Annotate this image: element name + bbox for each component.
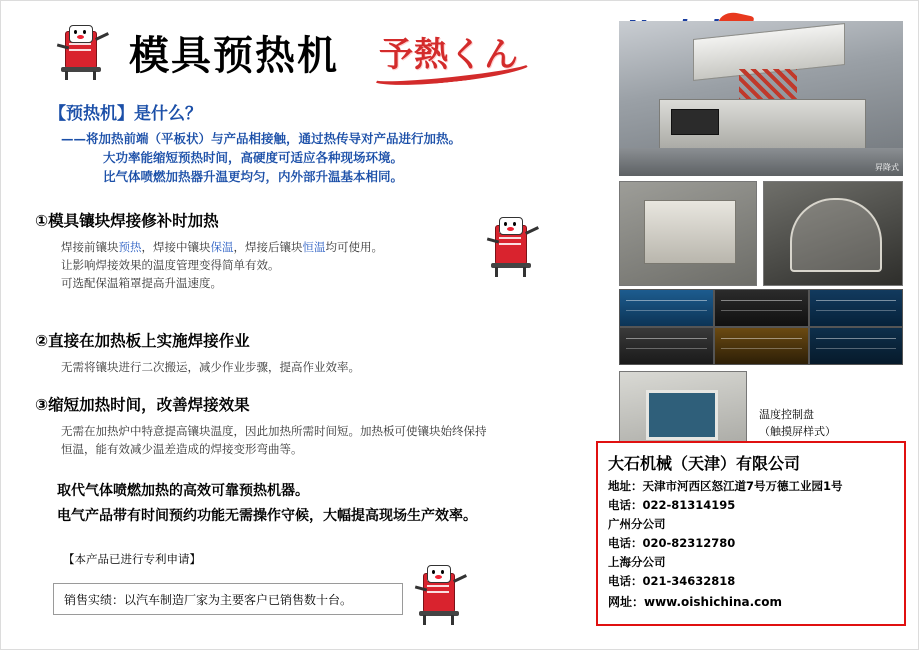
photo-main-caption: 昇降式 — [875, 163, 899, 172]
photo-insulation-hood — [763, 181, 903, 286]
feature-3-line-1: 无需在加热炉中特意提高镶块温度，因此加热所需时间短。加热板可使镶块始终保持 — [61, 424, 487, 438]
patent-note: 【本产品已进行专利申请】 — [63, 552, 201, 566]
screen-cell-1 — [619, 289, 714, 327]
feature-item-3 — [35, 393, 580, 458]
machine-scissor-lift — [739, 69, 797, 103]
feature-1-title: ①模具镶块焊接修补时加热 — [35, 212, 219, 230]
screen-cell-2 — [714, 289, 809, 327]
page-title: 模具预热机 — [129, 33, 339, 79]
feature-item-2 — [35, 329, 580, 376]
closing-statement — [57, 479, 477, 529]
closing-line-1: 取代气体喷燃加热的高效可靠预热机器。 — [57, 483, 309, 499]
contact-tel-guangzhou: 电话：020-82312780 — [608, 536, 736, 550]
contact-branch-guangzhou: 广州分公司 — [608, 517, 666, 531]
photo-machine-main — [619, 21, 903, 176]
contact-info-box — [596, 441, 906, 626]
intro-line-2: 大功率能缩短预热时间，高硬度可适应各种现场环境。 — [103, 150, 404, 165]
feature-1-text-c: ，焊接后镶块 — [233, 240, 303, 254]
contact-tel-main: 电话：022-81314195 — [608, 498, 736, 512]
photo-screen-grid — [619, 289, 903, 365]
feature-1-highlight-3: 恒温 — [302, 240, 326, 254]
screen-cell-6 — [809, 327, 903, 365]
intro-line-1: ——将加热前端（平板状）与产品相接触，通过热传导对产品进行加热。 — [61, 131, 462, 146]
heater-mascot-icon — [51, 25, 113, 83]
closing-line-2: 电气产品带有时间预约功能无需操作守候，大幅提高现场生产效率。 — [57, 508, 477, 524]
screen-cell-4 — [619, 327, 714, 365]
contact-company-name: 大石机械（天津）有限公司 — [608, 454, 801, 473]
insulation-hood-shape — [790, 198, 882, 272]
panel-caption-line-2: （触摸屏样式） — [759, 425, 836, 438]
screen-cell-5 — [714, 327, 809, 365]
product-logo-jp — [371, 25, 531, 81]
mold-block-shape — [644, 200, 736, 264]
feature-1-highlight-1: 预热 — [118, 240, 142, 254]
contact-website[interactable]: 网址：www.oishichina.com — [608, 595, 783, 609]
feature-3-body — [35, 422, 580, 458]
machine-control-panel — [671, 109, 719, 135]
sales-record-box — [53, 583, 403, 615]
screen-cell-3 — [809, 289, 903, 327]
feature-1-line-3: 可选配保温箱罩提高升温速度。 — [61, 276, 222, 290]
contact-branch-shanghai: 上海分公司 — [608, 555, 666, 569]
touch-screen-display — [646, 390, 718, 440]
right-media-column — [601, 1, 919, 651]
feature-1-text-a: 焊接前镶块 — [61, 240, 119, 254]
feature-1-text-b: ，焊接中镶块 — [141, 240, 211, 254]
document-header — [41, 19, 586, 87]
intro-line-3: 比气体喷燃加热器升温更均匀，内外部升温基本相同。 — [103, 169, 404, 184]
intro-question-heading: 【预热机】是什么？ — [49, 104, 202, 124]
photo-mold-block — [619, 181, 757, 286]
contact-address: 地址：天津市河西区怒江道7号万德工业园1号 — [608, 479, 843, 493]
photo-floor — [619, 148, 903, 176]
panel-caption — [759, 406, 909, 440]
panel-caption-line-1: 温度控制盘 — [759, 408, 814, 421]
left-content-column — [1, 1, 601, 651]
feature-1-line-2: 让影响焊接效果的温度管理变得简单有效。 — [61, 258, 280, 272]
contact-details — [608, 477, 900, 591]
intro-lead-block — [61, 129, 581, 186]
product-logo-text: 予熱くん — [379, 35, 519, 75]
sales-record-text: 销售实绩：以汽车制造厂家为主要客户已销售数十台。 — [64, 593, 353, 607]
feature-2-body — [35, 358, 580, 376]
feature-3-line-2: 恒温，能有效减少温差造成的焊接变形弯曲等。 — [61, 442, 303, 456]
feature-2-title: ②直接在加热板上实施焊接作业 — [35, 332, 250, 350]
contact-tel-shanghai: 电话：021-34632818 — [608, 574, 736, 588]
feature-2-line-1: 无需将镶块进行二次搬运，减少作业步骤，提高作业效率。 — [61, 360, 360, 374]
feature-1-text-d: 均可使用。 — [325, 240, 383, 254]
feature-1-highlight-2: 保温 — [210, 240, 234, 254]
feature-3-title: ③缩短加热时间，改善焊接效果 — [35, 396, 250, 414]
heater-mascot-icon-2 — [481, 213, 543, 283]
heater-mascot-icon-3 — [409, 561, 471, 631]
